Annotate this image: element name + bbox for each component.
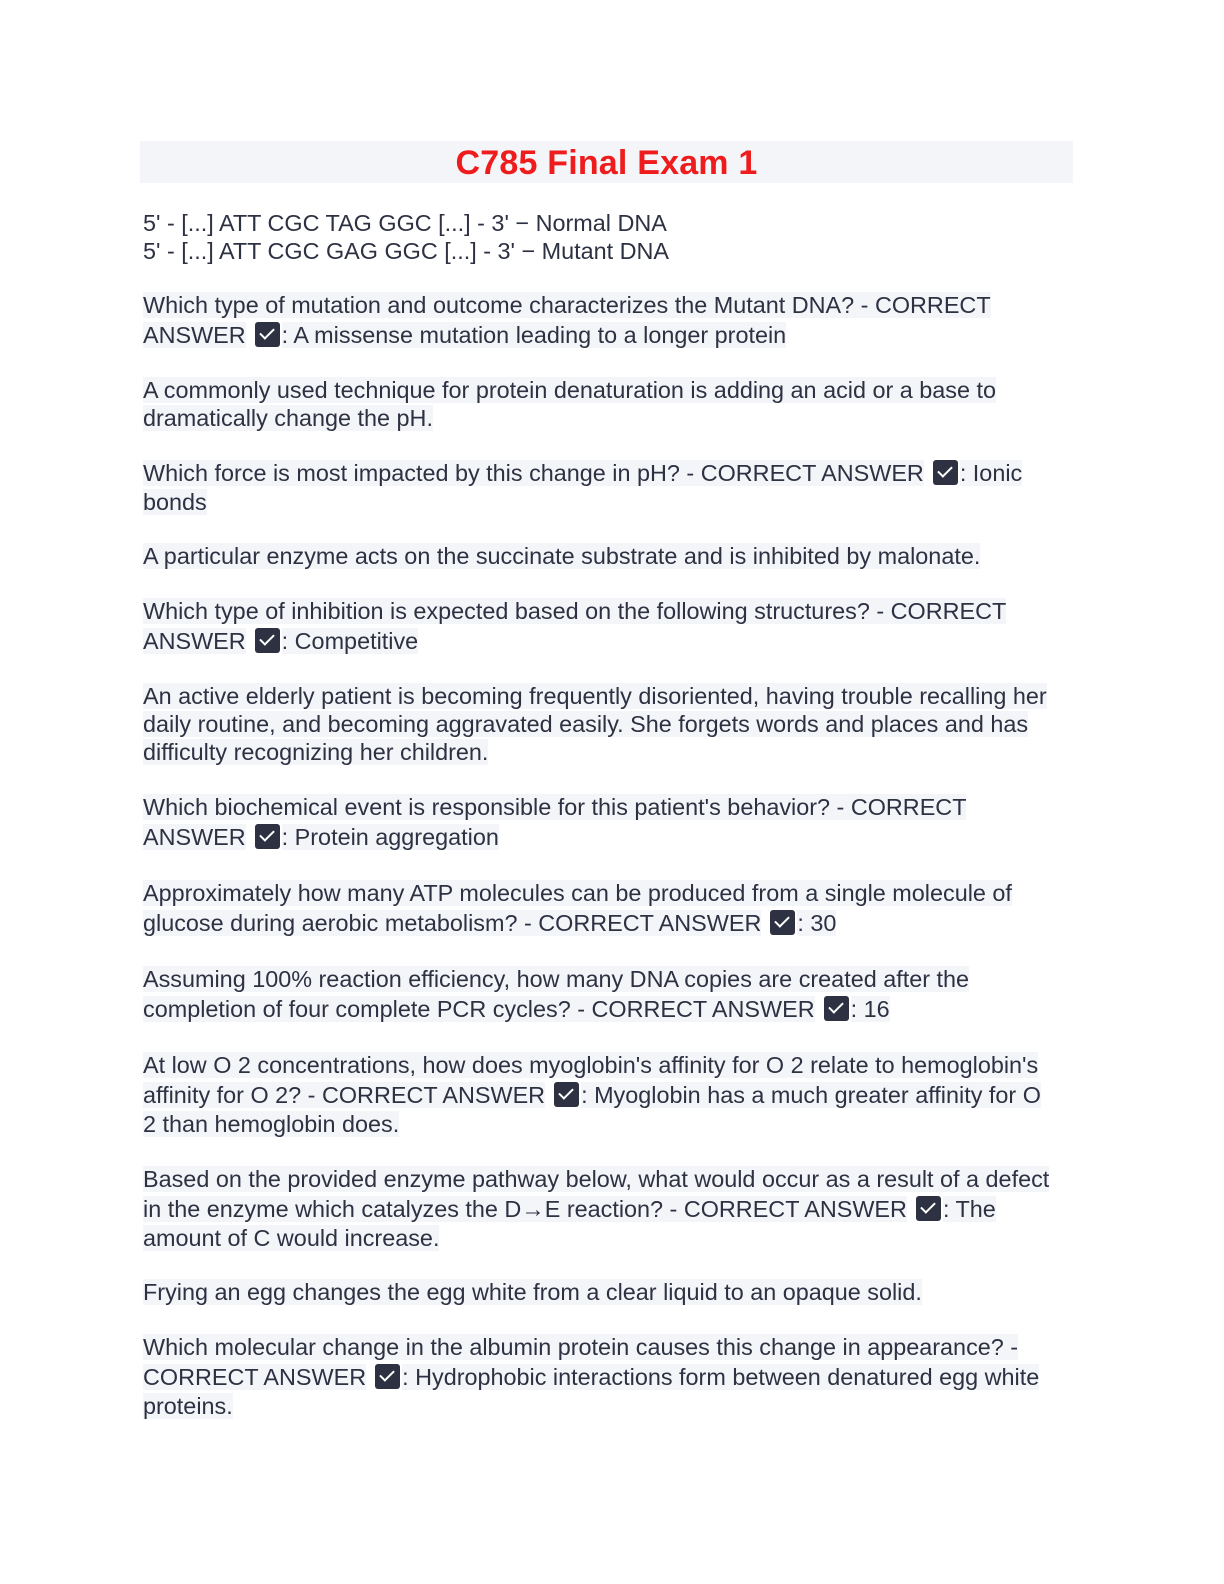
- answer-text: : Myoglobin has a much greater affinity for O: [581, 1082, 1041, 1108]
- question-text: Which type of inhibition is expected based on the following structures? - CORRECT: [143, 598, 1007, 624]
- question-inhibition: [140, 596, 1073, 656]
- checkmark-icon: [255, 824, 280, 849]
- checkmark-icon: [255, 322, 280, 347]
- paragraph-enzyme: [140, 542, 1073, 570]
- answer-text: 2 than hemoglobin does.: [143, 1111, 400, 1137]
- paragraph-text: difficulty recognizing her children.: [143, 739, 489, 765]
- checkmark-icon: [255, 628, 280, 653]
- question-biochemical-event: [140, 792, 1073, 852]
- title-bar: [140, 141, 1073, 183]
- answer-text: proteins.: [143, 1393, 233, 1419]
- answer-text: : 30: [797, 910, 837, 936]
- paragraph-egg: [140, 1278, 1073, 1306]
- answer-label: ANSWER: [143, 824, 246, 850]
- exam-page: [140, 141, 1073, 1446]
- checkmark-icon: [554, 1082, 579, 1107]
- question-text: Which type of mutation and outcome characterizes the Mutant DNA? - CORRECT: [143, 292, 991, 318]
- paragraph-ph: [140, 376, 1073, 432]
- dna-sequences: [140, 209, 1073, 265]
- question-myoglobin: [140, 1050, 1073, 1138]
- paragraph-text: A commonly used technique for protein denaturation is adding an acid or a base to: [143, 377, 997, 403]
- question-enzyme-pathway: [140, 1164, 1073, 1252]
- answer-label: CORRECT ANSWER: [143, 1364, 367, 1390]
- paragraph-text: An active elderly patient is becoming frequently disoriented, having trouble recalling her: [143, 683, 1047, 709]
- answer-text: bonds: [143, 489, 207, 515]
- question-text: Which molecular change in the albumin protein causes this change in appearance? -: [143, 1334, 1019, 1360]
- checkmark-icon: [770, 910, 795, 935]
- answer-label: ANSWER: [143, 322, 246, 348]
- question-albumin: [140, 1332, 1073, 1420]
- question-text: Assuming 100% reaction efficiency, how many DNA copies are created after the: [143, 966, 970, 992]
- checkmark-icon: [375, 1364, 400, 1389]
- normal-dna-line: 5' - [...] ATT CGC TAG GGC [...] - 3' − Normal DNA: [143, 210, 667, 236]
- answer-label: ANSWER: [143, 628, 246, 654]
- answer-text: : Protein aggregation: [281, 824, 499, 850]
- answer-text: : A missense mutation leading to a longer protein: [281, 322, 787, 348]
- question-text: At low O 2 concentrations, how does myoglobin's affinity for O 2 relate to hemoglobin's: [143, 1052, 1039, 1078]
- question-text: completion of four complete PCR cycles? - CORRECT ANSWER: [143, 996, 815, 1022]
- paragraph-text: A particular enzyme acts on the succinate substrate and is inhibited by malonate.: [143, 543, 981, 569]
- question-mutation: [140, 290, 1073, 350]
- paragraph-text: daily routine, and becoming aggravated easily. She forgets words and places and has: [143, 711, 1029, 737]
- question-text: Which force is most impacted by this change in pH? - CORRECT ANSWER: [143, 460, 924, 486]
- paragraph-patient: [140, 682, 1073, 766]
- question-text: Based on the provided enzyme pathway below, what would occur as a result of a defect: [143, 1166, 1050, 1192]
- question-text: glucose during aerobic metabolism? - CORRECT ANSWER: [143, 910, 762, 936]
- paragraph-text: dramatically change the pH.: [143, 405, 433, 431]
- checkmark-icon: [933, 460, 958, 485]
- question-text: Approximately how many ATP molecules can be produced from a single molecule of: [143, 880, 1012, 906]
- checkmark-icon: [824, 996, 849, 1021]
- answer-text: : The: [942, 1196, 996, 1222]
- answer-text: : Competitive: [281, 628, 419, 654]
- answer-text: : Ionic: [959, 460, 1023, 486]
- paragraph-text: Frying an egg changes the egg white from a clear liquid to an opaque solid.: [143, 1279, 922, 1305]
- checkmark-icon: [916, 1196, 941, 1221]
- question-atp: [140, 878, 1073, 938]
- question-pcr: [140, 964, 1073, 1024]
- page-title: C785 Final Exam 1: [455, 144, 758, 182]
- mutant-dna-line: 5' - [...] ATT CGC GAG GGC [...] - 3' − Mutant DNA: [143, 238, 670, 264]
- answer-text: amount of C would increase.: [143, 1225, 440, 1251]
- question-text: in the enzyme which catalyzes the D→E reaction? - CORRECT ANSWER: [143, 1196, 907, 1222]
- question-text: affinity for O 2? - CORRECT ANSWER: [143, 1082, 546, 1108]
- question-text: Which biochemical event is responsible for this patient's behavior? - CORRECT: [143, 794, 967, 820]
- answer-text: : 16: [850, 996, 890, 1022]
- answer-text: : Hydrophobic interactions form between denatured egg white: [402, 1364, 1040, 1390]
- question-force: [140, 458, 1073, 516]
